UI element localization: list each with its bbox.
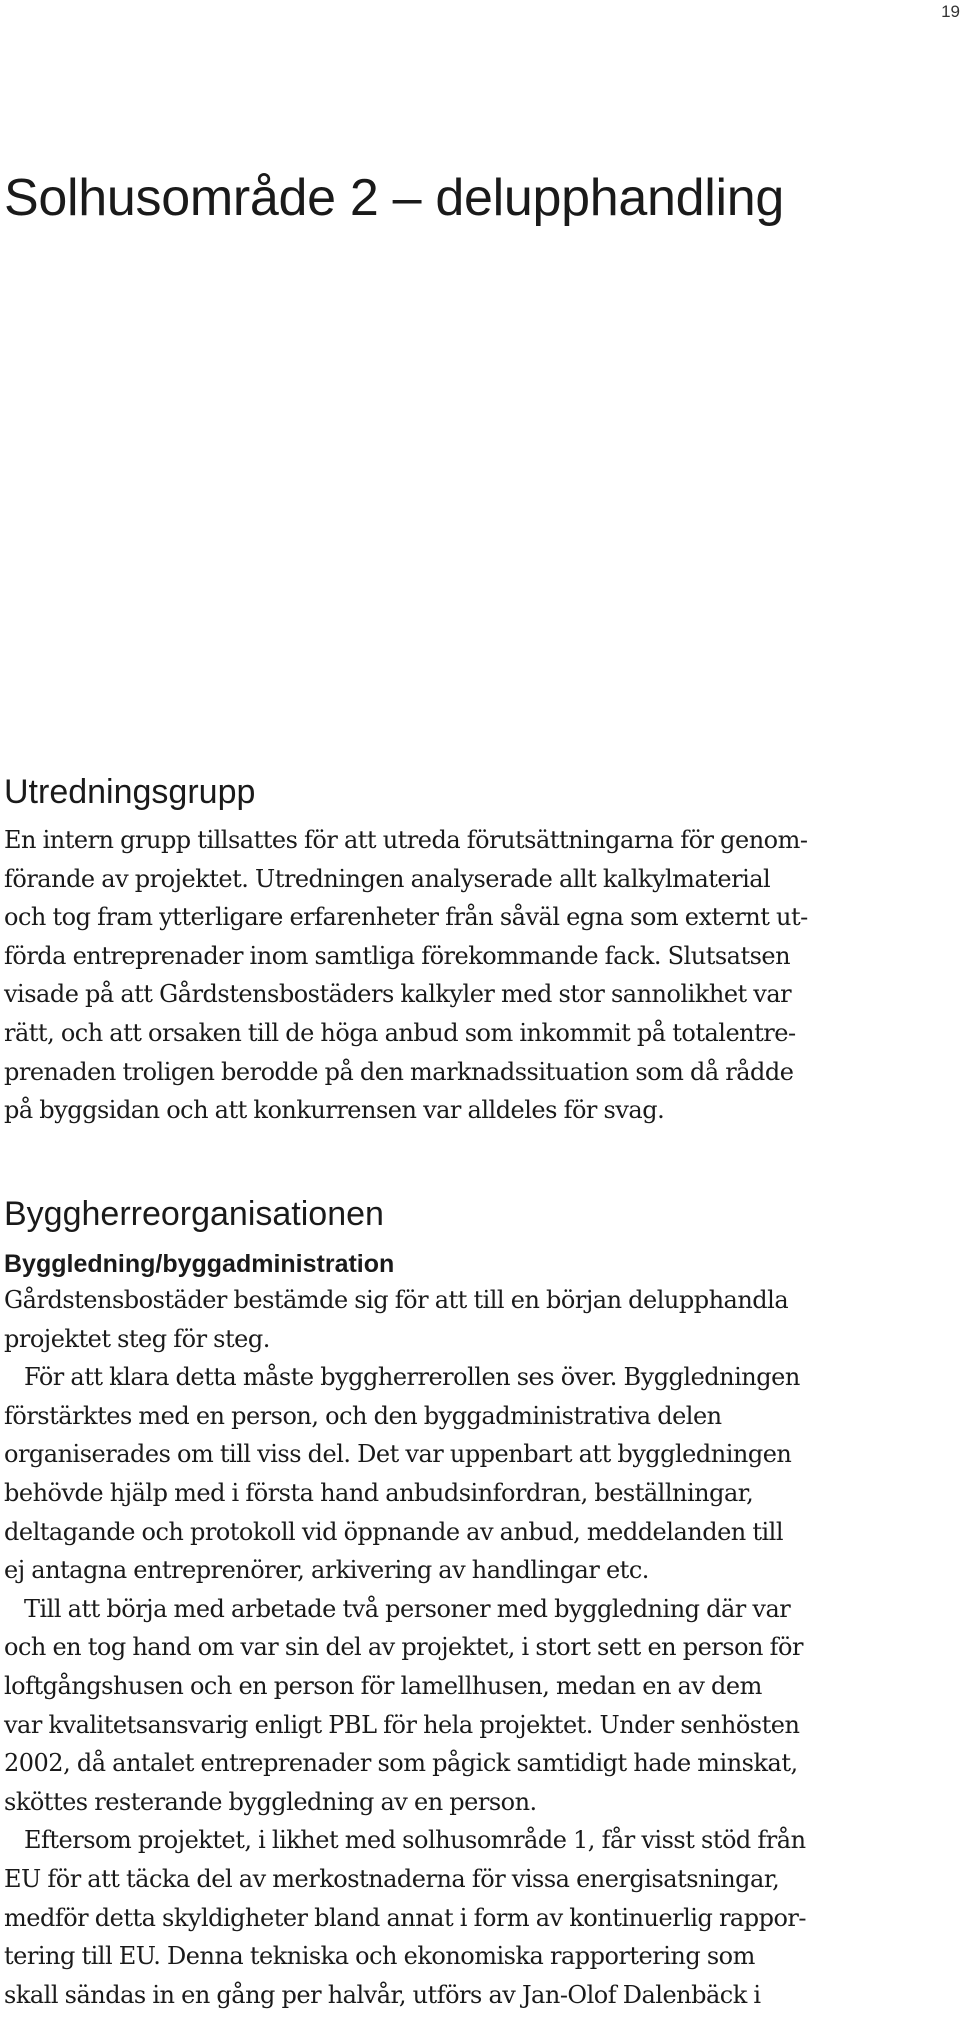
text-line: Eftersom projektet, i likhet med solhusområde 1, får visst stöd från (24, 1826, 806, 1855)
text-line: organiserades om till viss del. Det var uppenbart att byggledningen (4, 1440, 792, 1469)
text-line: Till att börja med arbetade två personer med byggledning där var (24, 1594, 791, 1623)
section-utredningsgrupp (4, 773, 954, 1130)
text-line: förda entreprenader inom samtliga förekommande fack. Slutsatsen (4, 941, 791, 970)
text-line: Gårdstensbostäder bestämde sig för att till en början delupphandla (4, 1286, 789, 1314)
chapter-title: Solhusområde 2 – delupphandling (4, 169, 784, 227)
subheading-byggledning: Byggledning/byggadministration (4, 1250, 395, 1278)
text-line: deltagande och protokoll vid öppnande av anbud, meddelanden till (4, 1517, 784, 1546)
paragraph-byggledning (4, 1281, 954, 2014)
text-line: och en tog hand om var sin del av projektet, i stort sett en person för (4, 1633, 803, 1662)
text-line: och tog fram ytterligare erfarenheter från såväl egna som externt ut- (4, 903, 808, 932)
text-line: förstärktes med en person, och den byggadministrativa delen (4, 1401, 722, 1430)
text-line: EU för att täcka del av merkostnaderna för vissa energisatsningar, (4, 1864, 780, 1893)
text-line: För att klara detta måste byggherrerollen ses över. Byggledningen (24, 1363, 800, 1392)
text-line: skall sändas in en gång per halvår, utförs av Jan-Olof Dalenbäck i (4, 1980, 761, 2009)
text-line: rätt, och att orsaken till de höga anbud som inkommit på totalentre- (4, 1018, 796, 1047)
section-byggherreorganisationen (4, 1195, 954, 2014)
text-line: projektet steg för steg. (4, 1324, 270, 1353)
page-number: 19 (941, 2, 960, 21)
text-line: loftgångshusen och en person för lamellhusen, medan en av dem (4, 1671, 762, 1700)
paragraph-utredningsgrupp (4, 821, 954, 1130)
text-line: ej antagna entreprenörer, arkivering av handlingar etc. (4, 1556, 649, 1585)
text-line: 2002, då antalet entreprenader som pågick samtidigt hade minskat, (4, 1749, 798, 1778)
section-heading-byggherreorganisationen: Byggherreorganisationen (4, 1195, 384, 1233)
text-line: visade på att Gårdstensbostäders kalkyler med stor sannolikhet var (4, 980, 792, 1009)
text-line: En intern grupp tillsattes för att utreda förutsättningarna för genom- (4, 826, 808, 854)
text-line: prenaden troligen berodde på den marknadssituation som då rådde (4, 1057, 794, 1086)
text-line: förande av projektet. Utredningen analyserade allt kalkylmaterial (4, 864, 771, 893)
section-heading-utredningsgrupp: Utredningsgrupp (4, 773, 256, 811)
text-line: sköttes resterande byggledning av en person. (4, 1787, 537, 1816)
text-line: tering till EU. Denna tekniska och ekonomiska rapportering som (4, 1942, 755, 1971)
text-line: behövde hjälp med i första hand anbudsinfordran, beställningar, (4, 1478, 754, 1507)
text-line: var kvalitetsansvarig enligt PBL för hela projektet. Under senhösten (4, 1710, 800, 1739)
text-line: på byggsidan och att konkurrensen var alldeles för svag. (4, 1096, 665, 1125)
text-line: medför detta skyldigheter bland annat i form av kontinuerlig rappor- (4, 1903, 806, 1932)
